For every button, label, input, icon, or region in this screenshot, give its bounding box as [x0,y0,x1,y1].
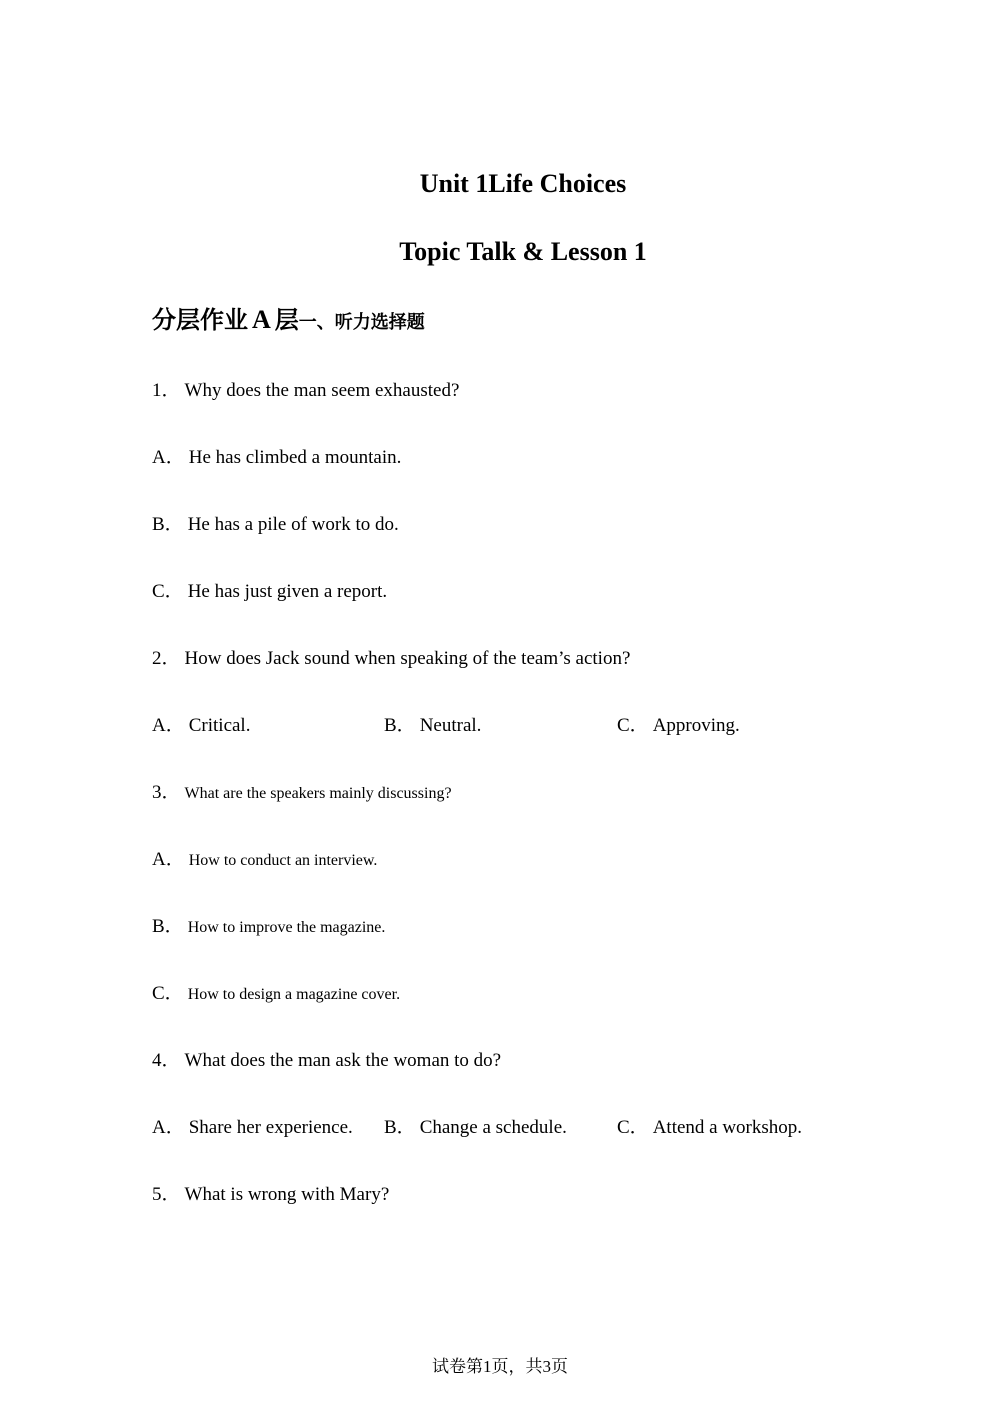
option-label: A． [152,849,185,870]
question-4-option-b[interactable] [384,1116,567,1140]
question-text: What is wrong with Mary? [184,1184,390,1205]
question-1 [152,379,459,403]
question-number: 4． [152,1050,181,1071]
option-label: A． [152,447,185,468]
option-label: B． [152,916,184,937]
option-label: C． [617,715,649,736]
option-label: C． [152,983,184,1004]
option-text: How to design a magazine cover. [187,986,401,1003]
question-2-options [152,714,912,738]
option-text: Attend a workshop. [652,1117,803,1138]
question-4-option-c[interactable] [617,1116,802,1140]
question-3-option-a[interactable] [152,848,377,873]
option-text: He has a pile of work to do. [187,514,399,535]
section-label-level: A [252,305,271,334]
option-text: Share her experience. [188,1117,353,1138]
option-text: Neutral. [419,715,482,736]
option-label: B． [384,1117,416,1138]
section-heading [152,304,425,340]
lesson-subtitle: Topic Talk & Lesson 1 [399,237,647,266]
option-text: He has just given a report. [187,581,388,602]
question-2-option-a[interactable] [152,714,250,738]
question-1-option-c[interactable] [152,580,387,604]
option-label: A． [152,1117,185,1138]
question-text: How does Jack sound when speaking of the team’s action? [184,648,631,669]
option-label: A． [152,715,185,736]
question-3-option-c[interactable] [152,982,400,1007]
section-label-tier: 层 [274,306,299,334]
question-number: 3． [152,782,181,803]
option-text: Critical. [188,715,251,736]
question-2-option-c[interactable] [617,714,740,738]
question-2 [152,647,630,671]
question-text: Why does the man seem exhausted? [184,380,460,401]
question-3 [152,781,452,806]
question-number: 2． [152,648,181,669]
question-3-option-b[interactable] [152,915,385,940]
option-label: B． [152,514,184,535]
option-text: Approving. [652,715,740,736]
section-label-layered: 分层作业 [152,306,248,334]
unit-title: Unit 1Life Choices [419,169,627,198]
page-footer: 试卷第1页，共3页 [432,1357,568,1376]
question-5 [152,1183,389,1207]
question-number: 5． [152,1184,181,1205]
question-text: What does the man ask the woman to do? [184,1050,502,1071]
question-4 [152,1049,501,1073]
option-text: How to improve the magazine. [187,919,386,936]
question-number: 1． [152,380,181,401]
option-text: He has climbed a mountain. [188,447,402,468]
option-label: C． [617,1117,649,1138]
question-4-options [152,1116,912,1140]
option-label: B． [384,715,416,736]
option-text: How to conduct an interview. [188,852,378,869]
question-2-option-b[interactable] [384,714,481,738]
question-1-option-b[interactable] [152,513,399,537]
section-label-listening: 一、听力选择题 [298,312,425,333]
question-1-option-a[interactable] [152,446,401,470]
question-4-option-a[interactable] [152,1116,353,1140]
option-label: C． [152,581,184,602]
question-text: What are the speakers mainly discussing? [184,785,452,802]
option-text: Change a schedule. [419,1117,567,1138]
